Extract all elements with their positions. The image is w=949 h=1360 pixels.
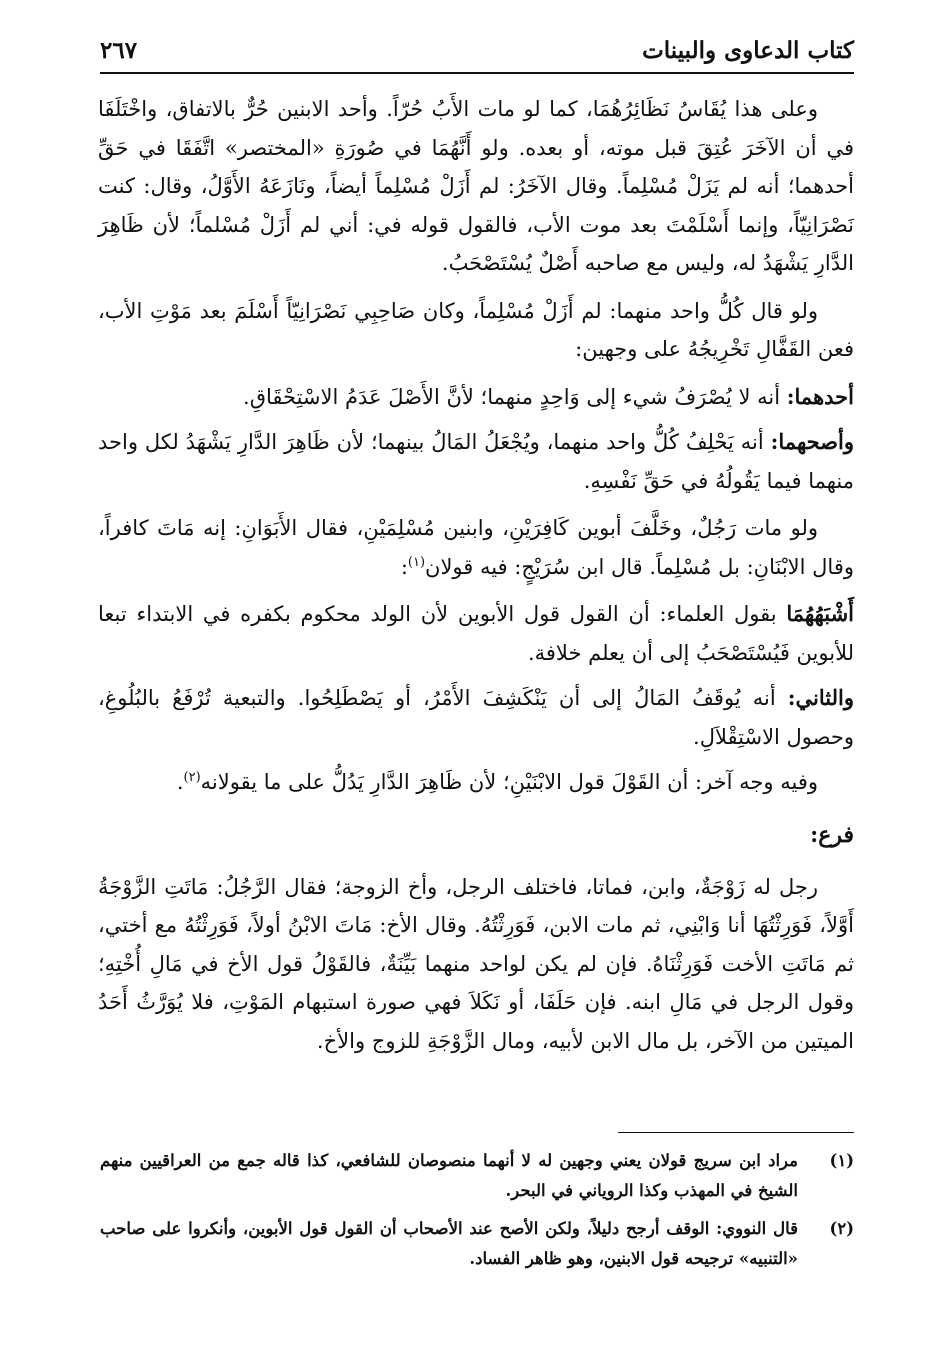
page-number: ٢٦٧ <box>100 36 138 64</box>
paragraph-2: ولو قال كُلُّ واحد منهما: لم أَزَلْ مُسْلِماً، وكان صَاحِبِي نَصْرَانِيّاً أَسْلَمَ بعد مَوْتِ الأب، فعن القَفَّالِ تَخْرِيجُهُ على وجهين: <box>98 298 854 361</box>
footnote-ref-1[interactable]: (١) <box>407 554 426 570</box>
footnote-text: قال النووي: الوقف أرجح دليلاً، ولكن الأصح عند الأصحاب أن القول قول الأبوين، وأنكروا على صاحب «التنبيه» ترجيحه قول الابنين، وهو ظاهر الفساد. <box>100 1219 798 1268</box>
main-text <box>98 90 854 1060</box>
running-header <box>100 28 854 74</box>
paragraph-6 <box>98 595 854 672</box>
paragraph-4-lead: وأصحهما: <box>770 429 854 454</box>
footnote-1 <box>100 1146 854 1206</box>
footnote-ref-2[interactable]: (٢) <box>183 770 201 785</box>
paragraph-6-lead: أَشْبَهُهُمَا <box>786 601 854 626</box>
paragraph-9: رجل له زَوْجَةٌ، وابن، فماتا، فاختلف الرجل، وأخ الزوجة؛ فقال الرَّجُلُ: مَاتَتِ الزَّوْجَةُ أَوَّلاً، فَوَرِثْتُهَا أنا وَابْنِي، ثم مات الابن، فَوَرِثْتُهُ. وقال الأخ: مَاتَ الابْنُ أولاً، فَوَرِثْتُهُ مع أختي، ثم مَاتَتِ الأخت فَوَرِثْنَاهُ. فإن لم يكن لواحد منهما بَيِّنَةٌ، فالقَوْلُ قول الأخ في مَالِ أُخْتِهِ؛ وقول الرجل في مَالِ ابنه. فإن حَلَفَا، أو نَكَلاَ فهي صورة استبهام المَوْتِ، فلا يُوَرَّثُ أَحَدُ الميتين من الآخر، بل مال الابن لأبيه، ومال الزَّوْجَةِ للزوج والأخ. <box>98 874 854 1053</box>
paragraph-8-end: . <box>176 770 184 794</box>
paragraph-8 <box>98 763 854 802</box>
paragraph-5-text: ولو مات رَجُلٌ، وخَلَّفَ أبوين كَافِرَيْنِ، وابنين مُسْلِمَيْنِ، فقال الأَبَوَانِ: إنه مَاتَ كافراً، وقال الابْنَانِ: بل مُسْلِماً. قال ابن سُرَيْجٍ: فيه قولان <box>98 516 854 579</box>
paragraph-7-lead: والثاني: <box>787 685 854 710</box>
paragraph-7-text: أنه يُوقَفُ المَالُ إلى أن يَنْكَشِفَ الأَمْرُ، أو يَصْطَلِحُوا. والتبعية تُرْفَعُ بالبُلُوغِ، وحصول الاسْتِقْلاَلِ. <box>98 686 854 749</box>
section-heading-branch: فرع: <box>810 821 854 848</box>
paragraph-3-lead: أحدهما: <box>786 383 854 409</box>
book-title: كتاب الدعاوى والبينات <box>642 36 854 64</box>
paragraph-3 <box>98 378 854 417</box>
footnote-number: (١) <box>829 1151 854 1170</box>
paragraph-4 <box>98 423 854 500</box>
footnotes <box>100 1146 854 1282</box>
paragraph-5 <box>98 509 854 586</box>
paragraph-4-text: أنه يَحْلِفُ كُلُّ واحد منهما، ويُجْعَلُ المَالُ بينهما؛ لأن ظَاهِرَ الدَّارِ يَشْهَدُ لكل واحد منهما فيما يَقُولُهُ في حَقِّ نَفْسِهِ. <box>98 430 854 493</box>
paragraph-3-text: أنه لا يُصْرَفُ شيء إلى وَاحِدٍ منهما؛ لأنَّ الأَصْلَ عَدَمُ الاسْتِحْقَاقِ. <box>243 384 781 409</box>
paragraph-1: وعلى هذا يُقَاسُ نَظَائِرُهُمَا، كما لو مات الأَبُ حُرّاً. وأحد الابنين حُرٌّ بالاتفاق، واخْتَلَفَا في أن الآخَرَ عُتِقَ قبل موته، أو بعده. ولو أَنَّهُمَا في صُورَةِ «المختصر» اتَّفَقَا في حَقِّ أحدهما؛ أنه لم يَزَلْ مُسْلِماً. وقال الآخَرُ: لم أَزَلْ مُسْلِماً أيضاً، ونَازَعَهُ الأَوَّلُ، وقال: كنت نَصْرَانِيّاً، وإنما أَسْلَمْتَ بعد موت الأب، فالقول قوله في: أني لم أَزَلْ مُسْلماً؛ لأن ظَاهِرَ الدَّارِ يَشْهَدُ له، وليس مع صاحبه أَصْلٌ يُسْتَصْحَبُ. <box>98 97 854 275</box>
footnote-text: مراد ابن سريج قولان يعني وجهين له لا أنهما منصوصان للشافعي، كذا قاله جمع من العراقيين منهم الشيخ في المهذب وكذا الروياني في البحر. <box>100 1151 798 1200</box>
paragraph-8-text: وفيه وجه آخر: أن القَوْلَ قول الابْنَيْنِ؛ لأن ظَاهِرَ الدَّارِ يَدُلُّ على ما يقولانه <box>200 770 818 794</box>
paragraph-7 <box>98 679 854 756</box>
paragraph-5-end: : <box>400 554 408 579</box>
paragraph-6-text: بقول العلماء: أن القول قول الأبوين لأن الولد محكوم بكفره في الابتداء تبعا للأبوين فَيُسْتَصْحَبُ إلى أن يعلم خلافة. <box>98 602 854 665</box>
footnote-separator <box>618 1132 854 1133</box>
footnote-number: (٢) <box>829 1219 854 1238</box>
footnote-2 <box>100 1214 854 1274</box>
